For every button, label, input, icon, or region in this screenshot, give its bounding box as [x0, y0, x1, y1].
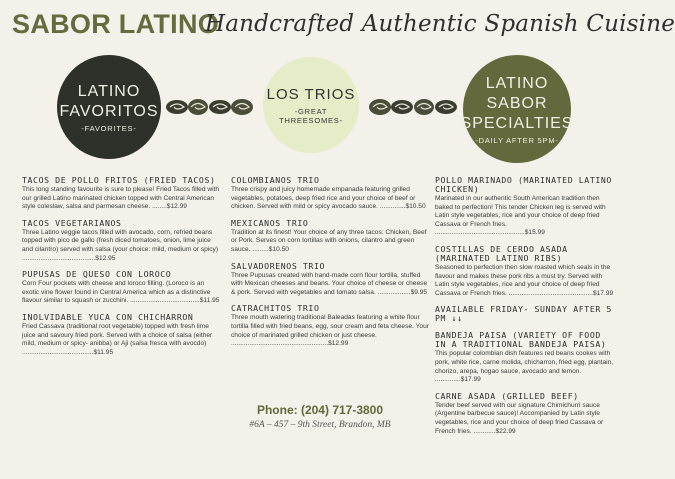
circle-line: SPECIALTIES — [460, 114, 574, 132]
item-description: Corn Four pockets with cheese and loroco filling. (Loroco is an exotic vine flower found in Central America which as a distinctive flavour similar to squash or zucchini. ......................................$11.95 — [22, 280, 220, 305]
circle-line: FAVORITOS — [59, 102, 159, 120]
swirl-ornament-left — [165, 92, 260, 122]
item-price: ............$22.99 — [473, 427, 516, 435]
item-title: COLOMBIANOS TRIO — [231, 175, 320, 185]
item-description: Tender beef served with our signature Chimichurri sauce (Argentine barbecue sauce)! Accompanied by Latin style vegetables, rice and your choice of deep fried Cassava or French fries. ............$22.99 — [435, 401, 604, 435]
item-title: POLLO MARINADO (MARINATED LATINO CHICKEN) — [435, 175, 612, 194]
availability-note: AVAILABLE FRIDAY- SUNDAY AFTER 5 PM ↓↓ — [435, 304, 612, 324]
address: #6A – 457 – 9th Street, Brandon, MB — [249, 420, 391, 430]
circle-subtitle: -FAVORITES- — [81, 123, 137, 133]
circle-line: SABOR — [486, 94, 548, 112]
item-price: .....................................................$12.99 — [231, 340, 349, 348]
contact-footer — [222, 403, 418, 430]
item-price: ..............$10.50 — [379, 203, 426, 211]
item-title: CARNE ASADA (GRILLED BEEF) — [435, 390, 579, 401]
menu-item — [231, 176, 429, 212]
item-title: INOLVIDABLE YUCA CON CHICHARRON — [22, 311, 194, 322]
item-description: Three Pupusas created with hand-made corn flour tortilla, stuffed with Mexican cheeses and beans. Your choice of cheese or cheese & pork. Served with vegetables and tomato salsa. ..................$9.95 — [231, 271, 428, 296]
item-title: MEXICANOS TRIO — [231, 217, 309, 228]
tagline: Handcrafted Authentic Spanish Cuisine — [205, 11, 675, 37]
column-trios — [231, 176, 429, 356]
menu-item — [231, 262, 429, 298]
circle-line: LOS TRIOS — [266, 86, 356, 103]
item-title: SALVADORENOS TRIO — [231, 260, 325, 271]
item-description: This popular colombian dish features red beans cookes with pork, white rice, carne molida, chicharron, fried egg, plantain, chorizo, arepa, hogao sauce, avocado and lemon. ..............$17.99 — [435, 350, 614, 384]
item-description: Fried Cassava (traditional root vegetable) topped with fresh lime juice and savoury fried pork. Served with a choice of salsa (either mild, medium or spicy- anibba) or Aji (salsa fresca with avocdo) .......................................$11.95 — [22, 322, 213, 356]
menu-item — [435, 392, 615, 436]
item-description: Three Latino veggie tacos filled with avocado, corn, refried beans topped with pico de gallo (fresh diced tomatoes, onion, lime juice and cilantro) served with salsa (your choice: mild, medium or spicy) ........................................$12.95 — [22, 228, 219, 262]
menu-item — [22, 219, 220, 263]
item-title: TACOS VEGETARIANOS — [22, 217, 122, 228]
menu-item — [22, 270, 220, 306]
item-title: TACOS DE POLLO FRITOS (FRIED TACOS) — [22, 175, 216, 185]
item-description: Three crispy and juicy homemade empanada featuring grilled vegetables, potatoes, deep fried rice and your choice of beef or chicken. Served with mild or spicy avocado sauce. ..............$10.50 — [231, 186, 426, 211]
circle-line: LATINO — [485, 74, 549, 92]
item-price: ..............$17.99 — [435, 376, 481, 384]
circle-los-trios — [263, 57, 359, 153]
item-description: Tradition at its finest! Your choice of any three tacos: Chicken, Beef or Pork. Serves on corn tortillas with onions, cilantro and green sauce. .........$10.50 — [231, 228, 427, 253]
item-description: Three mouth watering traditional Baleadas featuring a white flour tortilla filled with fried beans, egg, sour cream and feta cheese. Your choice of marinated grilled chicken or just cheese. .....................................................$12.99 — [231, 314, 429, 348]
item-description: Seasoned to perfection then slow roasted which seals in the flavour and makes these pork ribs a must try. Served with Latin style vegetables, rice and your choice of deep fried Cassava or French fries. ..............................................$17.99 — [435, 263, 614, 297]
circle-subtitle: -GREAT THREESOMES- — [279, 107, 343, 125]
column-specialties — [435, 176, 615, 443]
menu-item — [435, 176, 615, 238]
item-price: ........$12.99 — [152, 203, 187, 211]
circle-latino-sabor-specialties — [460, 55, 574, 163]
item-title: CATRACHITOS TRIO — [231, 303, 320, 314]
menu-item — [22, 313, 220, 357]
item-price: ..............................................$17.99 — [508, 289, 614, 297]
circle-subtitle: -DAILY AFTER 5PM- — [475, 135, 559, 145]
item-price: ........................................$12.95 — [22, 254, 116, 262]
menu-item — [231, 219, 429, 255]
item-title: BANDEJA PAISA (VARIETY OF FOOD IN A TRADITIONAL BANDEJA PAISA) — [435, 330, 607, 350]
menu-item — [435, 245, 615, 298]
item-description: This long standing favourite is sure to please! Fried Tacos filled with our grilled Latino marinated chicken topped with Central American style coleslaw, salsa and parmesan cheese. ........$12.99 — [22, 186, 220, 211]
circle-latino-favoritos — [57, 55, 161, 159]
item-price: ......................................$11.95 — [130, 297, 220, 305]
item-price: .................................................$15.99 — [435, 229, 545, 237]
brand-name: SABOR LATINO — [12, 9, 220, 39]
phone-number[interactable]: Phone: (204) 717-3800 — [256, 403, 384, 417]
menu-item — [435, 331, 615, 384]
item-title: COSTILLAS DE CERDO ASADA (MARINATED LATINO RIBS) — [435, 243, 568, 263]
swirl-ornament-right — [366, 92, 461, 122]
item-price: .......................................$11.95 — [22, 348, 114, 356]
circle-line: LATINO — [77, 82, 141, 100]
menu-item — [231, 304, 429, 348]
column-favoritos — [22, 176, 220, 364]
menu-item — [22, 176, 220, 212]
item-price: ..................$9.95 — [377, 288, 428, 296]
item-price: .........$10.50 — [252, 245, 289, 253]
item-title: PUPUSAS DE QUESO CON LOROCO — [22, 269, 172, 280]
item-description: Marinated in our authentic South American tradition then baked to perfection! This tender Chicken leg is served with Latin style vegetables, rice and your choice of deep fried Cassava or French fries. .................................................$15.99 — [435, 195, 606, 237]
